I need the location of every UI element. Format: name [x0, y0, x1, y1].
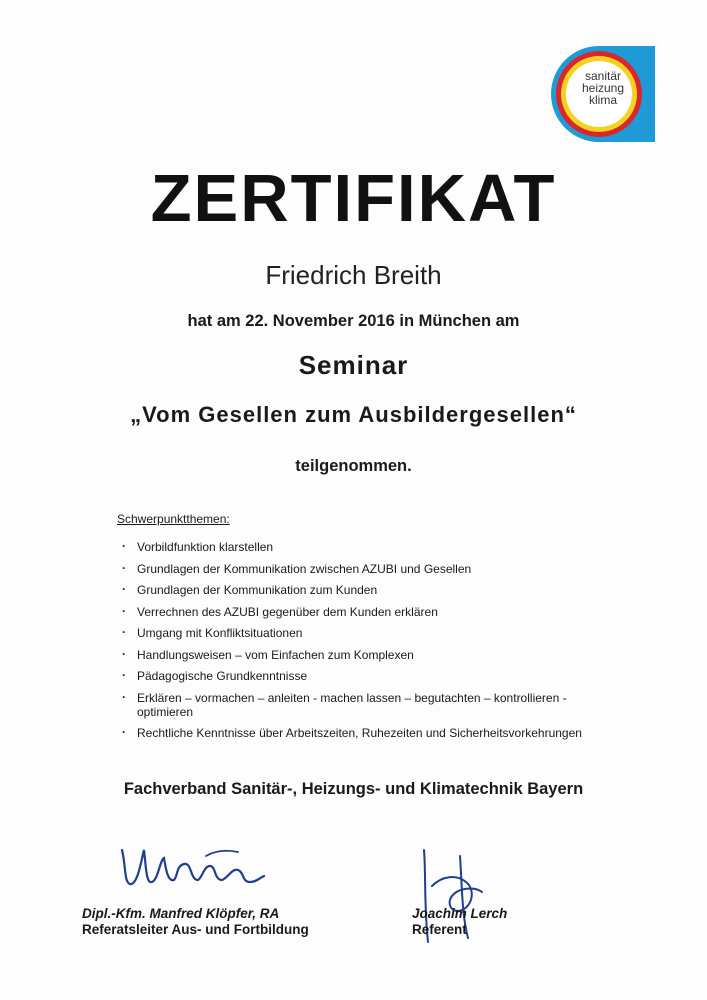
list-item: · Pädagogische Grundkenntnisse [122, 669, 592, 683]
recipient-name: Friedrich Breith [265, 260, 442, 290]
list-item: · Umgang mit Konfliktsituationen [122, 626, 592, 640]
list-item: · Vorbildfunktion klarstellen [122, 540, 592, 554]
logo-line-1: sanitär [584, 69, 622, 83]
signature-kloepfer [116, 836, 266, 896]
logo-line-3: klima [588, 93, 617, 107]
signatory-1-name: Dipl.-Kfm. Manfred Klöpfer, RA [82, 906, 280, 921]
signatory-2-role: Referent [412, 922, 467, 937]
list-item: · Grundlagen der Kommunikation zwischen AZUBI und Gesellen [122, 562, 592, 576]
topics-heading: Schwerpunktthemen: [117, 512, 230, 526]
logo-wordmark [566, 70, 640, 106]
course-title: „Vom Gesellen zum Ausbildergesellen“ [130, 402, 577, 427]
list-item: · Rechtliche Kenntnisse über Arbeitszeiten, Ruhezeiten und Sicherheitsvorkehrungen [122, 726, 592, 740]
participation-line: teilgenommen. [295, 457, 412, 475]
list-item: · Verrechnen des AZUBI gegenüber dem Kunden erklären [122, 605, 592, 619]
topics-list [122, 540, 592, 748]
list-item: · Erklären – vormachen – anleiten - machen lassen – begutachten – kontrollieren - optimieren [122, 691, 592, 719]
list-item: · Handlungsweisen – vom Einfachen zum Komplexen [122, 648, 592, 662]
signatory-2-name: Joachim Lerch [412, 906, 508, 921]
signatory-1-role: Referatsleiter Aus- und Fortbildung [82, 922, 309, 937]
logo-line-2: heizung [581, 81, 625, 95]
intro-line: hat am 22. November 2016 in München am [187, 312, 520, 330]
list-item: · Grundlagen der Kommunikation zum Kunden [122, 583, 592, 597]
event-type: Seminar [298, 350, 409, 380]
certificate-title: ZERTIFIKAT [150, 161, 557, 236]
issuing-organization: Fachverband Sanitär-, Heizungs- und Klimatechnik Bayern [123, 780, 584, 798]
